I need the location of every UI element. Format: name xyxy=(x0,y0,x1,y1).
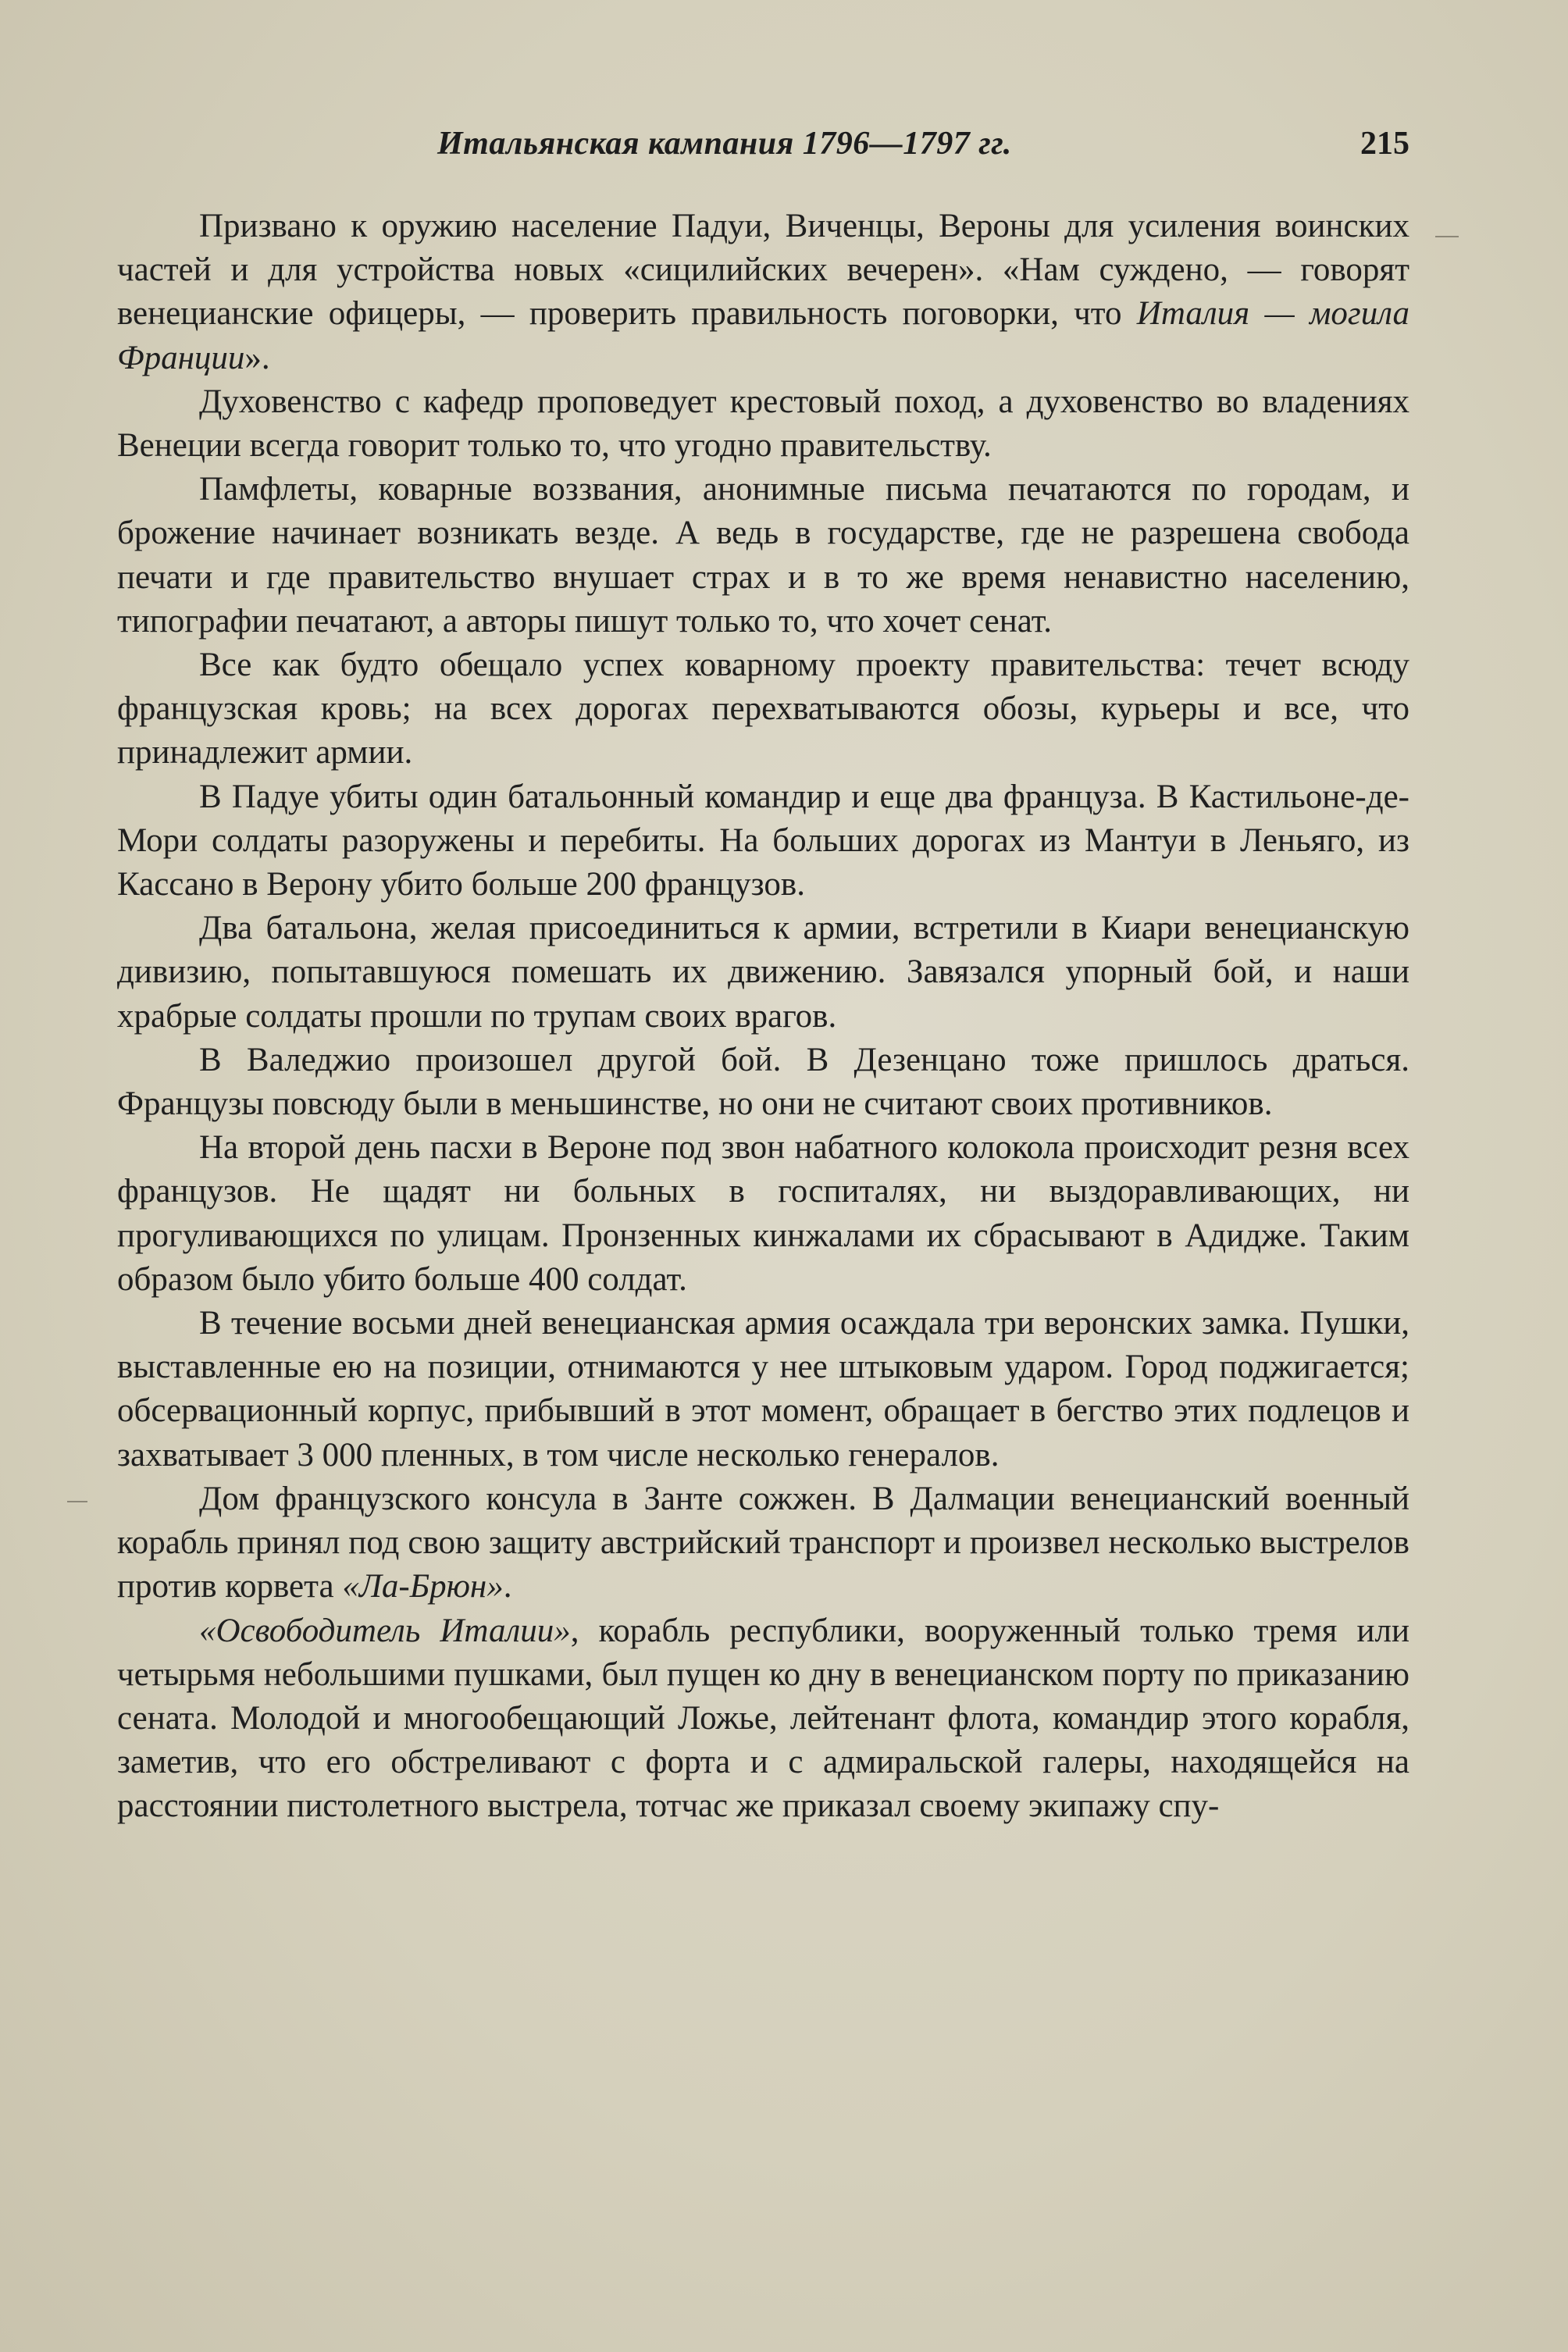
text-run: ». xyxy=(244,339,270,376)
text-run: Духовенство с кафедр проповедует крестовый поход, а духовенство во владениях Венеции всегда говорит только то, что угодно правительству. xyxy=(117,383,1409,465)
paragraph xyxy=(117,1477,1409,1609)
text-run: В течение восьми дней венецианская армия осаждала три веронских замка. Пушки, выставленные ею на позиции, отнимаются у нее штыковым ударом. Город поджигается; обсервационный корпус, прибывший в этот момент, обращает в бегство этих подлецов и захватывает 3 000 пленных, в том числе несколько генералов. xyxy=(117,1305,1409,1474)
paragraph xyxy=(117,468,1409,643)
text-run: На второй день пасхи в Вероне под звон набатного колокола происходит резня всех французов. Не щадят ни больных в госпиталях, ни выздоравливающих, ни прогуливающихся по улицам. Пронзенных кинжалами их сбрасывают в Адидже. Таким образом было убито больше 400 солдат. xyxy=(117,1129,1409,1298)
text-run: . xyxy=(503,1568,512,1605)
running-title: Итальянская кампания 1796—1797 гг. xyxy=(437,126,1012,162)
margin-mark xyxy=(1435,236,1459,237)
italic-text: «Освободитель Италии» xyxy=(199,1612,571,1649)
paragraph xyxy=(117,775,1409,907)
page-header xyxy=(117,125,1409,172)
paragraph xyxy=(117,1039,1409,1126)
text-run: Все как будто обещало успех коварному проекту правительства: течет всюду французская кровь; на всех дорогах перехватываются обозы, курьеры и все, что принадлежит армии. xyxy=(117,647,1409,772)
text-run: В Валеджио произошел другой бой. В Дезенцано тоже пришлось драться. Французы повсюду были в меньшинстве, но они не считают своих противников. xyxy=(117,1041,1409,1123)
paragraph xyxy=(117,643,1409,775)
text-run: Памфлеты, коварные воззвания, анонимные письма печатаются по городам, и брожение начинает возникать везде. А ведь в государстве, где не разрешена свобода печати и где правительство внушает страх и в то же время ненавистно населению, типографии печатают, а авторы пишут только то, что хочет сенат. xyxy=(117,471,1409,640)
paragraph xyxy=(117,1609,1409,1829)
text-run: Призвано к оружию население Падуи, Виченцы, Вероны для усиления воинских частей и для устройства новых «сицилийских вечерен». «Нам суждено, — говорят венецианские офицеры, — проверить правильность поговорки, что xyxy=(117,208,1409,333)
body-text xyxy=(117,205,1409,1829)
text-run: , корабль республики, вооруженный только тремя или четырьмя небольшими пушками, был пущен ко дну в венецианском порту по приказанию сената. Молодой и многообещающий Ложье, лейтенант флота, командир этого корабля, заметив, что его обстреливают с форта и с адмиральской галеры, находящейся на расстоянии пистолетного выстрела, тотчас же приказал своему экипажу спу- xyxy=(117,1612,1409,1825)
text-run: В Падуе убиты один батальонный командир и еще два француза. В Кастильоне-де-Мори солдаты разоружены и перебиты. На больших дорогах из Мантуи в Леньяго, из Кассано в Верону убито больше 200 французов. xyxy=(117,778,1409,903)
paragraph xyxy=(117,1126,1409,1302)
page-number: 215 xyxy=(1360,126,1409,162)
text-run: Два батальона, желая присоединиться к армии, встретили в Киари венецианскую дивизию, попытавшуюся помешать их движению. Завязался упорный бой, и наши храбрые солдаты прошли по трупам своих врагов. xyxy=(117,910,1409,1035)
paragraph xyxy=(117,907,1409,1039)
italic-text: «Ла-Брюн» xyxy=(342,1568,504,1605)
paragraph xyxy=(117,1302,1409,1477)
paragraph xyxy=(117,205,1409,380)
italic-text: Италия — могила Франции xyxy=(117,295,1409,376)
margin-mark xyxy=(67,1501,87,1502)
paragraph xyxy=(117,380,1409,468)
text-run: Дом французского консула в Занте сожжен. В Далмации венецианский военный корабль принял под свою защиту австрийский транспорт и произвел несколько выстрелов против корвета xyxy=(117,1480,1409,1605)
